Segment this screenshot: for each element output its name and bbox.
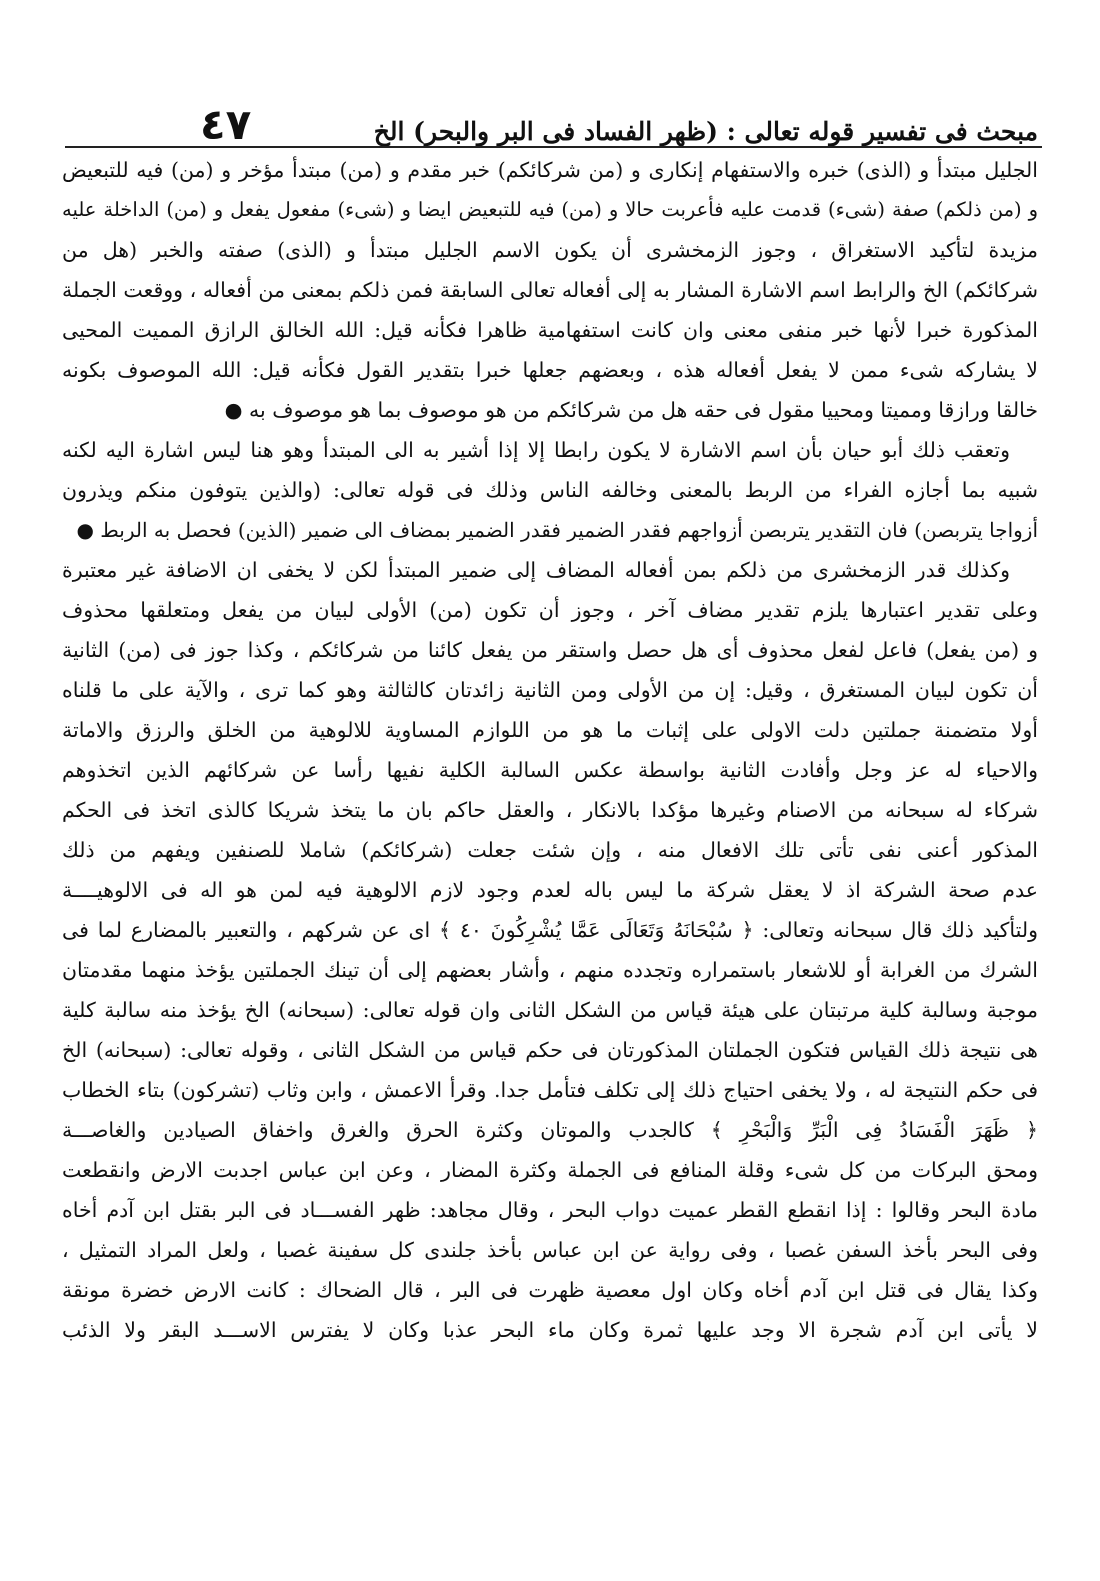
text-line: ﴿ ظَهَرَ الْفَسَادُ فِى الْبَرِّ وَالْبَحْرِ ﴾ كالجدب والموتان وكثرة الحرق والغرق واخفاق الصيادين والغاصـــة: [62, 1118, 1038, 1142]
running-title: مبحث فى تفسير قوله تعالى : (ظهر الفساد فى البر والبحر) الخ: [373, 117, 1038, 146]
text-line: أولا متضمنة جملتين دلت الاولى على إثبات ما هو من اللوازم المساوية للالوهية من الخلق والرزق والاماتة: [62, 718, 1038, 742]
text-line: لا يشاركه شىء ممن لا يفعل أفعاله هذه ، وبعضهم جعلها خبرا بتقدير القول فكأنه قيل: الله الموصوف بكونه: [62, 358, 1038, 382]
text-line: مادة البحر وقالوا : إذا انقطع القطر عميت دواب البحر ، وقال مجاهد: ظهر الفســـاد فى البر بقتل ابن آدم أخاه: [62, 1198, 1038, 1222]
text-line: والاحياء له عز وجل وأفادت الثانية بواسطة عكس السالبة الكلية نفيها رأسا عن شركائهم الذين اتخذوهم: [62, 758, 1038, 782]
text-line: شركائكم) الخ والرابط اسم الاشارة المشار به إلى أفعاله تعالى السابقة فمن ذلكم بمعنى من أفعاله ، ووقعت الجملة: [62, 278, 1038, 302]
text-line: وكذلك قدر الزمخشرى من ذلكم بمن أفعاله المضاف إلى ضمير المبتدأ لكن لا يخفى ان الاضافة غير معتبرة: [62, 558, 1010, 582]
text-line: وفى البحر بأخذ السفن غصبا ، وفى رواية عن ابن عباس بأخذ جلندى كل سفينة غصبا ، ولعل المراد التمثيل ،: [62, 1238, 1038, 1262]
running-header: [200, 100, 1038, 149]
text-line: الشرك من الغرابة أو للاشعار باستمراره وتجدده منهم ، وأشار بعضهم إلى أن تينك الجملتين يؤخذ منهما مقدمتان: [62, 958, 1038, 982]
text-line: لا يأتى ابن آدم شجرة الا وجد عليها ثمرة وكان ماء البحر عذبا وكان لا يفترس الاســـد البقر ولا الذئب: [62, 1318, 1038, 1342]
text-line: و (من ذلكم) صفة (شىء) قدمت عليه فأعربت حالا و (من) فيه للتبعيض ايضا و (شىء) مفعول يفعل و (من) الداخلة عليه: [62, 198, 1038, 221]
body-text: [62, 150, 1038, 1350]
text-line: وكذا يقال فى قتل ابن آدم أخاه وكان اول معصية ظهرت فى البر ، قال الضحاك : كانت الارض خضرة مونقة: [62, 1278, 1038, 1302]
text-line: المذكور أعنى نفى تأتى تلك الافعال منه ، وإن شئت جعلت (شركائكم) شاملا للصنفين ويفهم من ذلك: [62, 838, 1038, 862]
text-line: و (من يفعل) فاعل لفعل محذوف أى هل حصل واستقر من يفعل كائنا من شركائكم ، وكذا جوز فى (من) الثانية: [62, 638, 1038, 662]
text-line: فى حكم النتيجة له ، ولا يخفى احتياج ذلك إلى تكلف فتأمل جدا. وقرأ الاعمش ، وابن وثاب (تشركون) بتاء الخطاب: [62, 1078, 1038, 1102]
text-line: المذكورة خبرا لأنها خبر منفى معنى وان كانت استفهامية ظاهرا فكأنه قيل: الله الخالق الرازق المميت المحيى: [62, 318, 1038, 342]
text-line: عدم صحة الشركة اذ لا يعقل شركة ما ليس باله لعدم وجود لازم الالوهية فيه لمن هو اله فى الالوهيــــة: [62, 878, 1038, 902]
text-line: مزيدة لتأكيد الاستغراق ، وجوز الزمخشرى أن يكون الاسم الجليل مبتدأ و (الذى) صفته والخبر (هل من: [62, 238, 1038, 262]
text-line: أن تكون لبيان المستغرق ، وقيل: إن من الأولى ومن الثانية زائدتان كالثالثة وهو كما ترى ، والآية على ما قلناه: [62, 678, 1038, 702]
text-line: موجبة وسالبة كلية مرتبتان على هيئة قياس من الشكل الثانى وان قوله تعالى: (سبحانه) الخ يؤخذ منه سالبة كلية: [62, 998, 1038, 1022]
text-line: شبيه بما أجازه الفراء من الربط بالمعنى وخالفه الناس وذلك فى قوله تعالى: (والذين يتوفون منكم ويذرون: [62, 478, 1038, 502]
text-line: وعلى تقدير اعتبارها يلزم تقدير مضاف آخر ، وجوز أن تكون (من) الأولى لبيان من يفعل ومتعلقها محذوف: [62, 598, 1038, 622]
text-line: شركاء له سبحانه من الاصنام وغيرها مؤكدا بالانكار ، والعقل حاكم بان ما يتخذ شريكا كالذى اتخذ فى الحكم: [62, 798, 1038, 822]
text-line: ولتأكيد ذلك قال سبحانه وتعالى: ﴿ سُبْحَانَهُ وَتَعَالَى عَمَّا يُشْرِكُونَ ٤٠ ﴾ اى عن شركهم ، والتعبير بالمضارع لما فى: [62, 918, 1038, 942]
text-line: هى نتيجة ذلك القياس فتكون الجملتان المذكورتان فى حكم قياس من الشكل الثانى ، وقوله تعالى: (سبحانه) الخ: [62, 1038, 1038, 1062]
text-line: خالقا ورازقا ومميتا ومحييا مقول فى حقه هل من شركائكم من هو موصوف بما هو موصوف به ●: [224, 398, 1038, 422]
text-line: وتعقب ذلك أبو حيان بأن اسم الاشارة لا يكون رابطا إلا إذا أشير به الى المبتدأ وهو هنا ليس اشارة اليه لكنه: [62, 438, 1010, 462]
page-number: ٤٧: [200, 100, 252, 149]
header-rule: [65, 146, 1042, 148]
text-line: ومحق البركات من كل شىء وقلة المنافع فى الجملة وكثرة المضار ، وعن ابن عباس اجدبت الارض وانقطعت: [62, 1158, 1038, 1182]
text-line: أزواجا يتربصن) فان التقدير يتربصن أزواجهم فقدر الضمير فقدر الضمير بمضاف الى ضمير (الذين) فحصل به الربط ●: [76, 518, 1038, 542]
text-line: الجليل مبتدأ و (الذى) خبره والاستفهام إنكارى و (من شركائكم) خبر مقدم و (من) مبتدأ مؤخر و (من) فيه للتبعيض: [62, 158, 1038, 182]
